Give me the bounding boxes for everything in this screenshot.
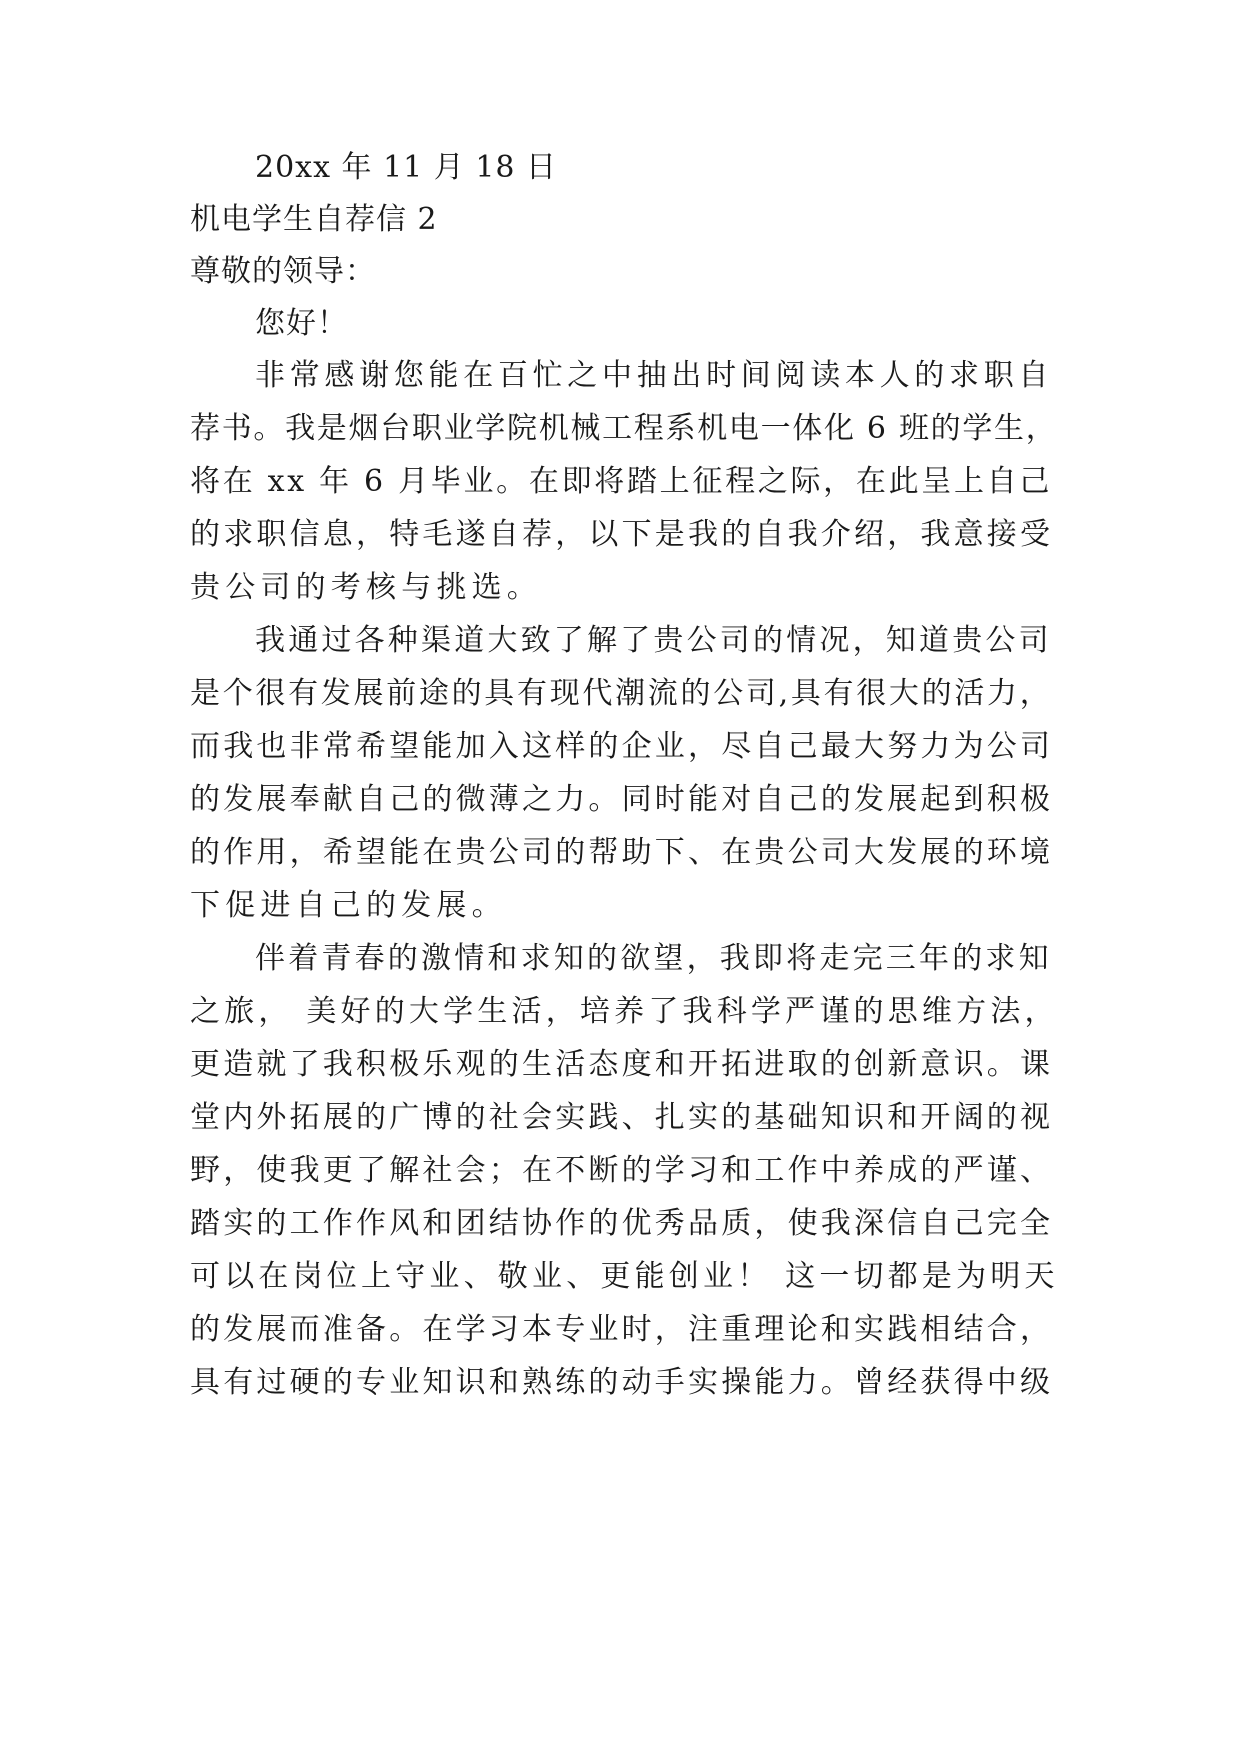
paragraph-2-line-6: 下促进自己的发展。	[190, 888, 507, 923]
paragraph-2-line-5: 的作用，希望能在贵公司的帮助下、在贵公司大发展的环境	[190, 835, 1054, 870]
paragraph-1-line-4: 的求职信息，特毛遂自荐，以下是我的自我介绍，我意接受	[190, 517, 1054, 552]
paragraph-2-line-4: 的发展奉献自己的微薄之力。同时能对自己的发展起到积极	[190, 782, 1054, 817]
paragraph-1-line-2: 荐书。我是烟台职业学院机械工程系机电一体化 6 班的学生，	[190, 411, 1058, 446]
letter-title: 机电学生自荐信 2	[190, 202, 438, 237]
paragraph-3-line-2: 之旅， 美好的大学生活，培养了我科学严谨的思维方法，	[190, 994, 1059, 1029]
paragraph-2-line-2: 是个很有发展前途的具有现代潮流的公司,具有很大的活力，	[190, 676, 1053, 711]
paragraph-3-line-5: 野，使我更了解社会；在不断的学习和工作中养成的严谨、	[190, 1153, 1054, 1188]
letter-salutation: 尊敬的领导：	[190, 254, 376, 289]
letter-date: 20xx 年 11 月 18 日	[255, 150, 558, 185]
paragraph-1-line-3: 将在 xx 年 6 月毕业。在即将踏上征程之际，在此呈上自己	[190, 464, 1053, 499]
paragraph-1-line-1: 非常感谢您能在百忙之中抽出时间阅读本人的求职自	[255, 358, 1054, 393]
paragraph-3-line-9: 具有过硬的专业知识和熟练的动手实操能力。曾经获得中级	[190, 1365, 1054, 1400]
paragraph-3-line-3: 更造就了我积极乐观的生活态度和开拓进取的创新意识。课	[190, 1047, 1054, 1082]
paragraph-3-line-4: 堂内外拓展的广博的社会实践、扎实的基础知识和开阔的视	[190, 1100, 1054, 1135]
paragraph-2-line-3: 而我也非常希望能加入这样的企业，尽自己最大努力为公司	[190, 729, 1054, 764]
letter-greeting: 您好！	[255, 306, 348, 341]
paragraph-2-line-1: 我通过各种渠道大致了解了贵公司的情况，知道贵公司	[255, 623, 1052, 658]
paragraph-3-line-7: 可以在岗位上守业、敬业、更能创业！ 这一切都是为明天	[190, 1259, 1059, 1294]
paragraph-3-line-6: 踏实的工作作风和团结协作的优秀品质，使我深信自己完全	[190, 1206, 1054, 1241]
paragraph-1-line-5: 贵公司的考核与挑选。	[190, 570, 542, 605]
paragraph-3-line-1: 伴着青春的激情和求知的欲望，我即将走完三年的求知	[255, 941, 1052, 976]
paragraph-3-line-8: 的发展而准备。在学习本专业时，注重理论和实践相结合，	[190, 1312, 1054, 1347]
